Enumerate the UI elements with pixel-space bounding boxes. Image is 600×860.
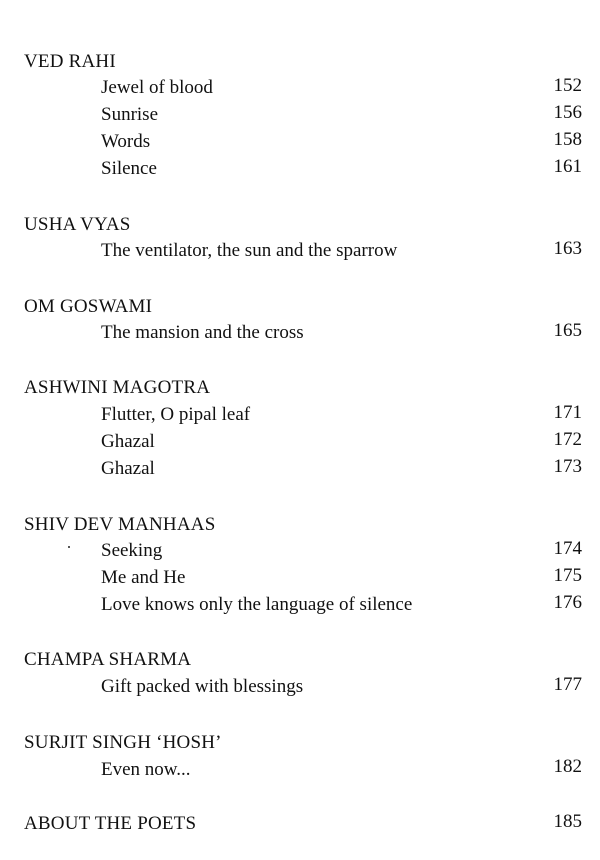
page-number: 163 xyxy=(553,238,582,259)
author-heading: USHA VYAS xyxy=(24,214,131,235)
page-number: 165 xyxy=(553,320,582,341)
page-number: 182 xyxy=(553,756,582,777)
page-number: 174 xyxy=(553,538,582,559)
author-heading: VED RAHI xyxy=(24,51,116,72)
poem-title: The ventilator, the sun and the sparrow xyxy=(101,240,398,261)
ink-speck xyxy=(68,546,70,548)
page-number: 171 xyxy=(553,402,582,423)
author-heading: OM GOSWAMI xyxy=(24,296,153,317)
page-number: 152 xyxy=(553,75,582,96)
page-number: 158 xyxy=(553,129,582,150)
poem-title: Ghazal xyxy=(101,431,155,452)
poem-title: Seeking xyxy=(101,540,163,561)
poem-title: Flutter, O pipal leaf xyxy=(101,404,251,425)
page-number: 177 xyxy=(553,674,582,695)
poem-title: Sunrise xyxy=(101,104,158,125)
poem-title: Love knows only the language of silence xyxy=(101,594,413,615)
poem-title: Ghazal xyxy=(101,458,155,479)
author-heading: SHIV DEV MANHAAS xyxy=(24,514,216,535)
page-number: 175 xyxy=(553,565,582,586)
page-number: 176 xyxy=(553,592,582,613)
poem-title: Silence xyxy=(101,158,157,179)
poem-title: Words xyxy=(101,131,151,152)
page-number: 172 xyxy=(553,429,582,450)
page-number: 173 xyxy=(553,456,582,477)
poem-title: Gift packed with blessings xyxy=(101,676,304,697)
author-heading: CHAMPA SHARMA xyxy=(24,649,192,670)
about-poets-heading: ABOUT THE POETS xyxy=(24,813,197,834)
poem-title: The mansion and the cross xyxy=(101,322,304,343)
page-number: 156 xyxy=(553,102,582,123)
poem-title: Even now... xyxy=(101,759,191,780)
author-heading: ASHWINI MAGOTRA xyxy=(24,377,211,398)
poem-title: Jewel of blood xyxy=(101,77,213,98)
author-heading: SURJIT SINGH ‘HOSH’ xyxy=(24,732,222,753)
poem-title: Me and He xyxy=(101,567,186,588)
page-number: 185 xyxy=(553,811,582,832)
page-number: 161 xyxy=(553,156,582,177)
